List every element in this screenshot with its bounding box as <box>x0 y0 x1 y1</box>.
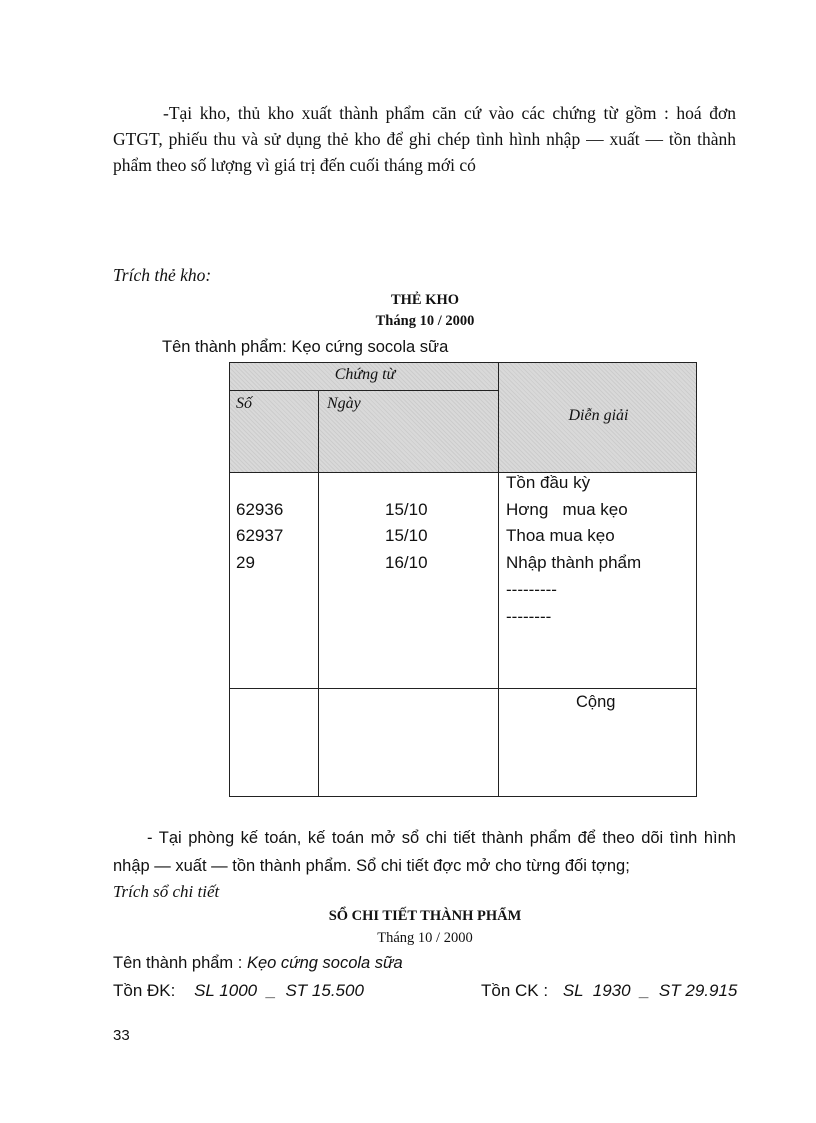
detail-product-value: Kẹo cứng socola sữa <box>246 954 403 972</box>
opening-label: Tồn ĐK: <box>113 981 176 1000</box>
row-dien-giai: Hơng mua kẹo <box>506 500 628 519</box>
closing-value: SL 1930 _ ST 29.915 <box>562 981 738 1000</box>
extract-label: Trích thẻ kho: <box>113 265 212 285</box>
product-line: Tên thành phẩm: Kẹo cứng socola sữa <box>162 338 449 356</box>
header-ngay-label: Ngày <box>327 395 361 412</box>
dashes-line-1: --------- <box>506 580 557 599</box>
total-ngay-cell <box>318 688 499 797</box>
header-dien-giai-label: Diễn giải <box>568 407 629 424</box>
total-dien-giai-cell <box>498 688 697 797</box>
header-so-label: Số <box>236 395 252 412</box>
second-paragraph: - Tại phòng kế toán, kế toán mở sổ chi tiết thành phẩm để theo dõi tình hình nhập — xuất — tồn thành phẩm. Sổ chi tiết đợc mở cho từng đối tợng; <box>113 829 736 875</box>
opening-balance <box>113 981 364 1001</box>
row-so: 62936 <box>236 500 284 519</box>
closing-label: Tồn CK : <box>481 981 549 1000</box>
row-dien-giai: Thoa mua kẹo <box>506 526 615 545</box>
page-number: 33 <box>113 1027 130 1044</box>
row-dien-giai: Nhập thành phẩm <box>506 553 642 572</box>
row-so: 62937 <box>236 526 284 545</box>
detail-product-line <box>113 954 403 973</box>
header-so-cell <box>229 390 319 473</box>
dashes-line-2: -------- <box>506 607 552 626</box>
header-ngay-cell <box>318 390 499 473</box>
total-label: Cộng <box>576 693 616 711</box>
opening-value: SL 1000 _ ST 15.500 <box>194 981 364 1000</box>
stock-card-month: Tháng 10 / 2000 <box>375 313 475 329</box>
header-group-cell <box>229 362 499 391</box>
header-group-label: Chứng từ <box>334 366 396 383</box>
header-dien-giai-cell <box>498 362 697 473</box>
stock-card-title: THẺ KHO <box>390 292 460 308</box>
detail-product-label: Tên thành phẩm : <box>113 954 243 972</box>
intro-paragraph: -Tại kho, thủ kho xuất thành phẩm căn cứ vào các chứng từ gồm : hoá đơn GTGT, phiếu thu và sử dụng thẻ kho để ghi chép tình hình nhập — xuất — tồn thành phẩm theo số lượng vì giá trị đến cuối tháng mới có <box>113 103 736 175</box>
row-ngay: 15/10 <box>385 526 428 545</box>
stock-card-table <box>229 362 697 797</box>
closing-balance <box>481 981 737 1001</box>
row-ngay: 15/10 <box>385 500 428 519</box>
row-ngay: 16/10 <box>385 553 428 572</box>
opening-row-label: Tồn đầu kỳ <box>506 473 591 492</box>
detail-book-title: SỔ CHI TIẾT THÀNH PHẨM <box>328 908 522 924</box>
detail-book-month: Tháng 10 / 2000 <box>377 930 473 946</box>
total-so-cell <box>229 688 319 797</box>
detail-extract-label: Trích sổ chi tiết <box>113 882 220 901</box>
row-so: 29 <box>236 553 255 572</box>
